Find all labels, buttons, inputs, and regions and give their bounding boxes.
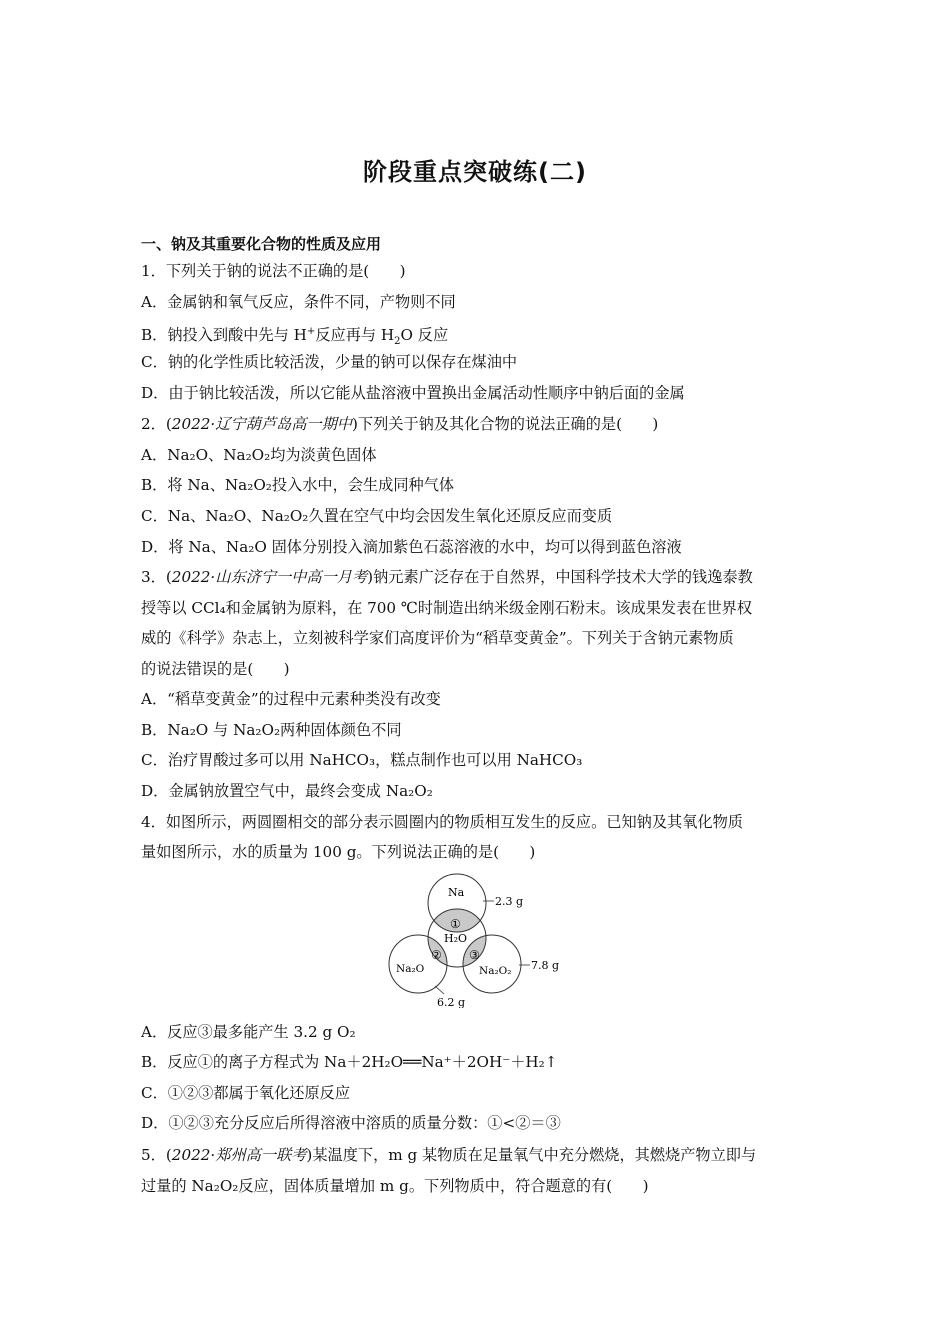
reaction-2-label: ② xyxy=(431,948,442,962)
reaction-1-label: ① xyxy=(450,917,461,931)
q3-line3: 威的《科学》杂志上，立刻被科学家们高度评价为“稻草变黄金”。下列关于含钠元素物质 xyxy=(141,629,734,647)
q2-option-d: D．将 Na、Na₂O 固体分别投入滴加紫色石蕊溶液的水中，均可以得到蓝色溶液 xyxy=(141,538,682,556)
q1-option-d: D．由于钠比较活泼，所以它能从盐溶液中置换出金属活动性顺序中钠后面的金属 xyxy=(141,384,685,402)
na2o2-circle xyxy=(463,935,521,993)
q5-line1 xyxy=(141,1145,811,1165)
q4-option-b: B．反应①的离子方程式为 Na＋2H₂O══Na⁺＋2OH⁻＋H₂↑ xyxy=(141,1053,558,1071)
q1-b-post: 反应再与 H xyxy=(315,326,395,345)
na2o-mass-leader xyxy=(435,986,444,994)
q1-option-b xyxy=(141,322,811,352)
q3-line2: 授等以 CCl₄和金属钠为原料，在 700 ℃时制造出纳米级金刚石粉末。该成果发表在世界权 xyxy=(141,599,753,617)
q4-option-a: A．反应③最多能产生 3.2 g O₂ xyxy=(141,1023,356,1041)
q2-option-b: B．将 Na、Na₂O₂投入水中，会生成同种气体 xyxy=(141,476,455,494)
q3-num: 3．( xyxy=(141,568,172,586)
q4-line2: 量如图所示，水的质量为 100 g。下列说法正确的是( ) xyxy=(141,843,536,861)
q3-text: )钠元素广泛存在于自然界，中国科学技术大学的钱逸泰教 xyxy=(367,568,753,586)
q2-num: 2．( xyxy=(141,415,172,433)
na-label: Na xyxy=(448,886,465,899)
q1-b-sub: 2 xyxy=(394,336,401,348)
section-heading: 一、钠及其重要化合物的性质及应用 xyxy=(141,235,382,253)
page-title: 阶段重点突破练(二) xyxy=(363,158,587,186)
q1-option-a: A．金属钠和氧气反应，条件不同，产物则不同 xyxy=(141,293,456,311)
q1-b-pre: B．钠投入到酸中先与 H xyxy=(141,326,307,345)
q5-text: )某温度下，m g 某物质在足量氧气中充分燃烧，其燃烧产物立即与 xyxy=(306,1146,757,1164)
q2-source: 2022·辽宁葫芦岛高一期中 xyxy=(171,415,352,433)
q2-option-a: A．Na₂O、Na₂O₂均为淡黄色固体 xyxy=(141,446,377,464)
q3-source: 2022·山东济宁一中高一月考 xyxy=(171,568,368,586)
reaction-3-label: ③ xyxy=(469,948,480,962)
q2-text: )下列关于钠及其化合物的说法正确的是( ) xyxy=(351,415,659,433)
q5-source: 2022·郑州高一联考 xyxy=(171,1146,307,1164)
q3-option-a: A．“稻草变黄金”的过程中元素种类没有改变 xyxy=(141,690,441,708)
na2o2-mass-label: 7.8 g xyxy=(531,959,560,972)
q2-option-c: C．Na、Na₂O、Na₂O₂久置在空气中均会因发生氧化还原反应而变质 xyxy=(141,507,613,525)
q4-option-c: C．①②③都属于氧化还原反应 xyxy=(141,1084,351,1102)
na-mass-label: 2.3 g xyxy=(495,895,524,908)
q1-b-end: O 反应 xyxy=(400,326,449,345)
na2o-mass-label: 6.2 g xyxy=(437,996,466,1008)
na2o2-label: Na₂O₂ xyxy=(479,965,512,977)
q2-stem xyxy=(141,414,811,434)
q5-line2: 过量的 Na₂O₂反应，固体质量增加 m g。下列物质中，符合题意的有( ) xyxy=(141,1177,649,1195)
q4-option-d: D．①②③充分反应后所得溶液中溶质的质量分数：①<②＝③ xyxy=(141,1114,561,1132)
q1-option-c: C．钠的化学性质比较活泼，少量的钠可以保存在煤油中 xyxy=(141,353,518,371)
q3-line1 xyxy=(141,567,811,587)
h2o-label: H₂O xyxy=(444,932,468,945)
q4-line1: 4．如图所示，两圆圈相交的部分表示圆圈内的物质相互发生的反应。已知钠及其氧化物质 xyxy=(141,813,743,831)
na2o-label: Na₂O xyxy=(396,963,425,975)
reaction-venn-diagram xyxy=(380,868,580,1008)
q3-option-c: C．治疗胃酸过多可以用 NaHCO₃，糕点制作也可以用 NaHCO₃ xyxy=(141,751,583,769)
q3-option-b: B．Na₂O 与 Na₂O₂两种固体颜色不同 xyxy=(141,721,402,739)
q3-line4: 的说法错误的是( ) xyxy=(141,660,290,678)
q1-stem: 1．下列关于钠的说法不正确的是( ) xyxy=(141,262,406,280)
q3-option-d: D．金属钠放置空气中，最终会变成 Na₂O₂ xyxy=(141,782,433,800)
q1-b-sup: + xyxy=(306,326,316,337)
q5-num: 5．( xyxy=(141,1146,172,1164)
